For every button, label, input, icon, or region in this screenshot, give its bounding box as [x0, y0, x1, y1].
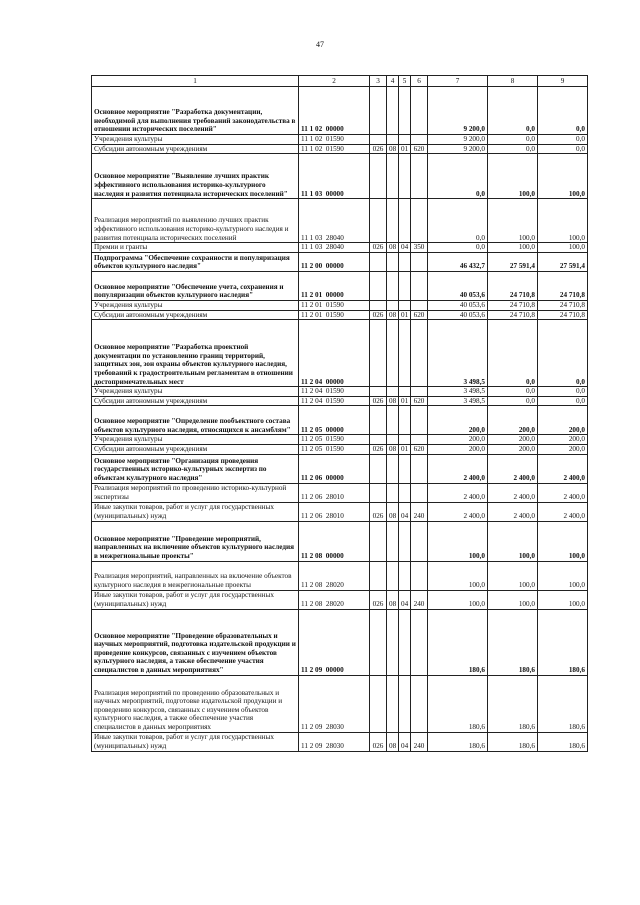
cell-c8: 180,6: [488, 732, 538, 751]
cell-c6: [411, 300, 428, 310]
cell-c6: [411, 320, 428, 387]
cell-c7: 9 200,0: [428, 135, 488, 145]
cell-c6: 620: [411, 396, 428, 406]
cell-c3: [370, 609, 387, 675]
cell-c5: [399, 87, 411, 135]
cell-c6: [411, 435, 428, 445]
cell-c8: 24 710,8: [488, 271, 538, 300]
cell-c7: 180,6: [428, 609, 488, 675]
cell-c7: 100,0: [428, 561, 488, 590]
cell-code: 11 1 02 00000: [299, 87, 370, 135]
cell-name: Основное мероприятие "Разработка проектной документации по установлению границ территорий, защитных зон, зон охраны объектов культурного наследия, требований к градостроительным регламентам в отношении достопримечательных мест: [92, 320, 299, 387]
cell-name: Учреждения культуры: [92, 300, 299, 310]
cell-name: Иные закупки товаров, работ и услуг для государственных (муниципальных) нужд: [92, 590, 299, 609]
cell-c5: [399, 154, 411, 199]
cell-code: 11 1 02 01590: [299, 144, 370, 154]
col-header: 3: [370, 76, 387, 87]
cell-c4: [387, 387, 399, 397]
cell-c5: 04: [399, 590, 411, 609]
cell-c3: [370, 199, 387, 243]
table-row: [92, 144, 588, 154]
cell-c6: [411, 154, 428, 199]
cell-c4: 08: [387, 310, 399, 320]
cell-c5: [399, 199, 411, 243]
cell-c3: [370, 406, 387, 435]
cell-c3: [370, 561, 387, 590]
cell-c8: 200,0: [488, 445, 538, 455]
cell-c9: 0,0: [538, 396, 588, 406]
cell-c8: 0,0: [488, 387, 538, 397]
cell-name: Учреждения культуры: [92, 387, 299, 397]
cell-code: 11 2 01 01590: [299, 310, 370, 320]
cell-c8: 100,0: [488, 561, 538, 590]
cell-code: 11 2 06 00000: [299, 454, 370, 483]
table-row: [92, 590, 588, 609]
cell-c8: 100,0: [488, 243, 538, 253]
table-row: [92, 609, 588, 675]
cell-c8: 24 710,8: [488, 300, 538, 310]
cell-c4: [387, 435, 399, 445]
table-row: [92, 435, 588, 445]
cell-c9: 100,0: [538, 561, 588, 590]
cell-c5: [399, 435, 411, 445]
cell-c8: 2 400,0: [488, 483, 538, 502]
table-row: [92, 454, 588, 483]
cell-c8: 27 591,4: [488, 252, 538, 271]
table-row: [92, 483, 588, 502]
cell-c3: 026: [370, 732, 387, 751]
cell-name: Субсидии автономным учреждениям: [92, 310, 299, 320]
cell-c3: [370, 521, 387, 561]
cell-c5: [399, 271, 411, 300]
col-header: 1: [92, 76, 299, 87]
cell-c8: 0,0: [488, 87, 538, 135]
col-header: 7: [428, 76, 488, 87]
cell-c4: [387, 199, 399, 243]
table-row: [92, 310, 588, 320]
cell-code: 11 2 01 01590: [299, 300, 370, 310]
cell-name: Основное мероприятие "Выявление лучших практик эффективного использования историко-культурного наследия и развития потенциала исторических поселений": [92, 154, 299, 199]
cell-c9: 100,0: [538, 154, 588, 199]
cell-c7: 40 053,6: [428, 310, 488, 320]
cell-c3: [370, 320, 387, 387]
cell-c3: [370, 271, 387, 300]
cell-c4: [387, 521, 399, 561]
cell-c3: 026: [370, 396, 387, 406]
cell-c4: 08: [387, 144, 399, 154]
cell-c8: 0,0: [488, 135, 538, 145]
cell-c3: 026: [370, 310, 387, 320]
cell-name: Премии и гранты: [92, 243, 299, 253]
table-row: [92, 320, 588, 387]
cell-c3: [370, 675, 387, 732]
cell-c3: [370, 454, 387, 483]
cell-code: 11 1 03 28040: [299, 199, 370, 243]
cell-c6: [411, 561, 428, 590]
cell-c5: [399, 609, 411, 675]
cell-c9: 200,0: [538, 435, 588, 445]
cell-code: 11 2 09 28030: [299, 675, 370, 732]
cell-code: 11 1 03 00000: [299, 154, 370, 199]
cell-name: Основное мероприятие "Проведение мероприятий, направленных на включение объектов культурного наследия в межрегиональные проекты": [92, 521, 299, 561]
cell-code: 11 1 02 01590: [299, 135, 370, 145]
cell-c8: 100,0: [488, 199, 538, 243]
cell-c3: [370, 483, 387, 502]
cell-name: Реализация мероприятий по выявлению лучших практик эффективного использования историко-культурного наследия и развития потенциала исторических поселений: [92, 199, 299, 243]
cell-c6: [411, 521, 428, 561]
cell-c8: 200,0: [488, 435, 538, 445]
cell-c5: 01: [399, 396, 411, 406]
cell-c8: 24 710,8: [488, 310, 538, 320]
cell-c7: 180,6: [428, 675, 488, 732]
cell-c3: 026: [370, 144, 387, 154]
cell-c4: 08: [387, 732, 399, 751]
cell-c7: 200,0: [428, 435, 488, 445]
cell-c8: 2 400,0: [488, 454, 538, 483]
col-header: 8: [488, 76, 538, 87]
cell-c8: 0,0: [488, 144, 538, 154]
cell-c8: 0,0: [488, 320, 538, 387]
cell-c4: [387, 87, 399, 135]
cell-c8: 180,6: [488, 675, 538, 732]
cell-c8: 100,0: [488, 590, 538, 609]
cell-c5: 01: [399, 144, 411, 154]
cell-code: 11 2 00 00000: [299, 252, 370, 271]
cell-code: 11 2 04 01590: [299, 396, 370, 406]
cell-code: 11 2 09 28030: [299, 732, 370, 751]
cell-c9: 2 400,0: [538, 483, 588, 502]
cell-c6: 620: [411, 144, 428, 154]
cell-c4: 08: [387, 590, 399, 609]
cell-c7: 180,6: [428, 732, 488, 751]
table-row: [92, 521, 588, 561]
cell-name: Реализация мероприятий, направленных на включение объектов культурного наследия в межрегиональные проекты: [92, 561, 299, 590]
cell-code: 11 2 09 00000: [299, 609, 370, 675]
cell-c9: 180,6: [538, 675, 588, 732]
cell-c4: [387, 406, 399, 435]
cell-c4: 08: [387, 243, 399, 253]
cell-c4: [387, 320, 399, 387]
cell-c6: 240: [411, 502, 428, 521]
cell-c4: [387, 675, 399, 732]
cell-c7: 0,0: [428, 199, 488, 243]
cell-c3: 026: [370, 243, 387, 253]
cell-name: Основное мероприятие "Обеспечение учета, сохранения и популяризации объектов культурного наследия": [92, 271, 299, 300]
cell-c5: [399, 252, 411, 271]
cell-code: 11 2 04 00000: [299, 320, 370, 387]
cell-c7: 46 432,7: [428, 252, 488, 271]
cell-c6: [411, 483, 428, 502]
cell-name: Учреждения культуры: [92, 435, 299, 445]
cell-c6: [411, 387, 428, 397]
cell-c7: 100,0: [428, 590, 488, 609]
table-header-row: [92, 76, 588, 87]
table-row: [92, 675, 588, 732]
cell-code: 11 2 08 28020: [299, 561, 370, 590]
cell-c7: 0,0: [428, 154, 488, 199]
cell-c4: [387, 300, 399, 310]
cell-c6: 620: [411, 445, 428, 455]
cell-c4: 08: [387, 445, 399, 455]
cell-code: 11 2 06 28010: [299, 502, 370, 521]
table-row: [92, 252, 588, 271]
cell-c7: 200,0: [428, 406, 488, 435]
cell-c3: 026: [370, 445, 387, 455]
cell-code: 11 2 08 28020: [299, 590, 370, 609]
cell-code: 11 1 03 28040: [299, 243, 370, 253]
table-row: [92, 243, 588, 253]
cell-c9: 27 591,4: [538, 252, 588, 271]
table-row: [92, 300, 588, 310]
cell-c6: [411, 271, 428, 300]
cell-c6: [411, 609, 428, 675]
cell-c7: 0,0: [428, 243, 488, 253]
cell-name: Подпрограмма "Обеспечение сохранности и популяризация объектов культурного наследия": [92, 252, 299, 271]
cell-c7: 100,0: [428, 521, 488, 561]
cell-c5: 01: [399, 445, 411, 455]
cell-c9: 180,6: [538, 609, 588, 675]
page-number: 47: [316, 40, 324, 49]
cell-c9: 24 710,8: [538, 310, 588, 320]
cell-c4: [387, 483, 399, 502]
cell-c9: 100,0: [538, 243, 588, 253]
cell-name: Субсидии автономным учреждениям: [92, 396, 299, 406]
cell-c5: [399, 483, 411, 502]
cell-c7: 2 400,0: [428, 483, 488, 502]
cell-c4: [387, 561, 399, 590]
cell-c8: 200,0: [488, 406, 538, 435]
cell-name: Субсидии автономным учреждениям: [92, 445, 299, 455]
cell-c8: 2 400,0: [488, 502, 538, 521]
cell-c9: 200,0: [538, 406, 588, 435]
cell-c4: 08: [387, 396, 399, 406]
cell-code: 11 2 04 01590: [299, 387, 370, 397]
cell-c7: 200,0: [428, 445, 488, 455]
cell-c9: 24 710,8: [538, 300, 588, 310]
cell-c7: 2 400,0: [428, 502, 488, 521]
cell-name: Иные закупки товаров, работ и услуг для государственных (муниципальных) нужд: [92, 502, 299, 521]
cell-c3: 026: [370, 590, 387, 609]
cell-c5: [399, 320, 411, 387]
table-body: [92, 87, 588, 752]
cell-c6: [411, 199, 428, 243]
table-row: [92, 561, 588, 590]
cell-c5: 01: [399, 310, 411, 320]
cell-c3: [370, 135, 387, 145]
cell-c9: 2 400,0: [538, 454, 588, 483]
cell-c6: 240: [411, 590, 428, 609]
cell-c5: 04: [399, 502, 411, 521]
cell-c7: 40 053,6: [428, 300, 488, 310]
cell-code: 11 2 05 01590: [299, 445, 370, 455]
cell-c4: [387, 135, 399, 145]
cell-c7: 2 400,0: [428, 454, 488, 483]
cell-c5: 04: [399, 732, 411, 751]
col-header: 4: [387, 76, 399, 87]
cell-c3: [370, 300, 387, 310]
cell-c5: [399, 561, 411, 590]
cell-name: Основное мероприятие "Разработка документации, необходимой для выполнения требований законодательства в отношении исторических поселений": [92, 87, 299, 135]
cell-c5: [399, 387, 411, 397]
cell-c9: 0,0: [538, 135, 588, 145]
cell-c9: 0,0: [538, 387, 588, 397]
cell-c5: [399, 406, 411, 435]
cell-c9: 24 710,8: [538, 271, 588, 300]
cell-c6: 620: [411, 310, 428, 320]
cell-c6: 240: [411, 732, 428, 751]
cell-c6: [411, 252, 428, 271]
table-row: [92, 406, 588, 435]
cell-c3: [370, 87, 387, 135]
cell-code: 11 2 08 00000: [299, 521, 370, 561]
table-row: [92, 396, 588, 406]
cell-c6: 350: [411, 243, 428, 253]
cell-c4: 08: [387, 502, 399, 521]
cell-c8: 0,0: [488, 396, 538, 406]
table-row: [92, 271, 588, 300]
cell-c5: 04: [399, 243, 411, 253]
cell-c5: [399, 300, 411, 310]
cell-c5: [399, 521, 411, 561]
cell-name: Основное мероприятие "Проведение образовательных и научных мероприятий, подготовка издательской продукции и проведение конкурсов, связанных с изучением объектов культурного наследия, а также обеспечение участия специалистов в данных мероприятиях": [92, 609, 299, 675]
cell-name: Реализация мероприятий по проведению образовательных и научных мероприятий, подготовке издательской продукции и проведению конкурсов, связанных с изучением объектов культурного наследия, а также обеспечение участия специалистов в данных мероприятиях: [92, 675, 299, 732]
cell-c9: 180,6: [538, 732, 588, 751]
cell-c3: [370, 435, 387, 445]
table-row: [92, 154, 588, 199]
table-row: [92, 87, 588, 135]
cell-c5: [399, 135, 411, 145]
cell-c8: 100,0: [488, 154, 538, 199]
cell-c9: 0,0: [538, 87, 588, 135]
cell-c7: 9 200,0: [428, 87, 488, 135]
col-header: 6: [411, 76, 428, 87]
table-row: [92, 502, 588, 521]
cell-code: 11 2 06 28010: [299, 483, 370, 502]
cell-code: 11 2 05 01590: [299, 435, 370, 445]
cell-name: Реализация мероприятий по проведению историко-культурной экспертизы: [92, 483, 299, 502]
cell-name: Иные закупки товаров, работ и услуг для государственных (муниципальных) нужд: [92, 732, 299, 751]
cell-c5: [399, 675, 411, 732]
cell-code: 11 2 01 00000: [299, 271, 370, 300]
cell-c4: [387, 154, 399, 199]
col-header: 2: [299, 76, 370, 87]
table-row: [92, 445, 588, 455]
cell-c4: [387, 454, 399, 483]
cell-c5: [399, 454, 411, 483]
cell-c8: 100,0: [488, 521, 538, 561]
cell-c6: [411, 675, 428, 732]
cell-c6: [411, 87, 428, 135]
cell-c7: 3 498,5: [428, 320, 488, 387]
cell-c9: 100,0: [538, 199, 588, 243]
cell-c7: 9 200,0: [428, 144, 488, 154]
table-row: [92, 199, 588, 243]
cell-c3: 026: [370, 502, 387, 521]
cell-c6: [411, 135, 428, 145]
cell-c9: 100,0: [538, 590, 588, 609]
cell-c6: [411, 454, 428, 483]
cell-c4: [387, 271, 399, 300]
cell-name: Субсидии автономным учреждениям: [92, 144, 299, 154]
cell-c4: [387, 609, 399, 675]
col-header: 9: [538, 76, 588, 87]
cell-name: Основное мероприятие "Организация проведения государственных историко-культурных экспертиз по объектам культурного наследия": [92, 454, 299, 483]
cell-c9: 0,0: [538, 320, 588, 387]
cell-c6: [411, 406, 428, 435]
cell-name: Учреждения культуры: [92, 135, 299, 145]
col-header: 5: [399, 76, 411, 87]
cell-c7: 40 053,6: [428, 271, 488, 300]
cell-c9: 200,0: [538, 445, 588, 455]
table-row: [92, 387, 588, 397]
cell-name: Основное мероприятие "Определение пообъектного состава объектов культурного наследия, относящихся к ансамблям": [92, 406, 299, 435]
cell-c7: 3 498,5: [428, 396, 488, 406]
cell-c3: [370, 252, 387, 271]
cell-c9: 100,0: [538, 521, 588, 561]
cell-c3: [370, 387, 387, 397]
cell-c8: 180,6: [488, 609, 538, 675]
cell-c9: 0,0: [538, 144, 588, 154]
table-row: [92, 135, 588, 145]
cell-c7: 3 498,5: [428, 387, 488, 397]
cell-code: 11 2 05 00000: [299, 406, 370, 435]
cell-c4: [387, 252, 399, 271]
table-row: [92, 732, 588, 751]
budget-table: [91, 75, 588, 752]
cell-c3: [370, 154, 387, 199]
cell-c9: 2 400,0: [538, 502, 588, 521]
